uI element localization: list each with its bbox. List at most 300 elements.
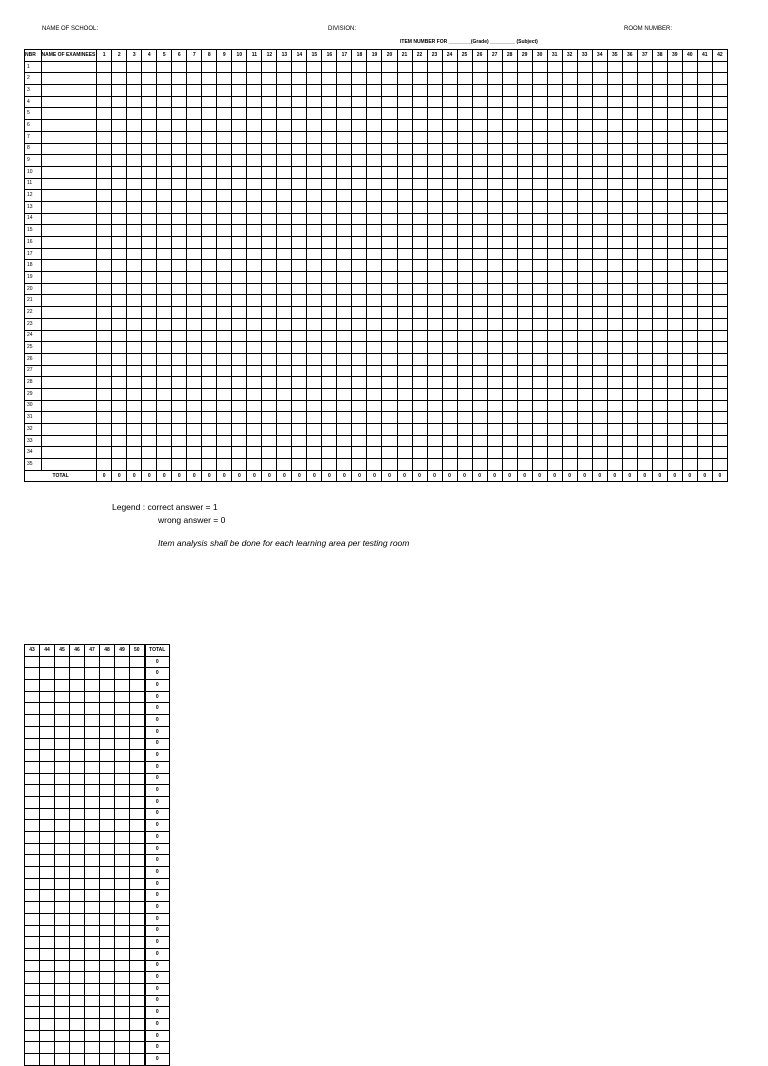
answer-cell[interactable] xyxy=(127,155,142,167)
answer-cell[interactable] xyxy=(97,131,112,143)
answer-cell[interactable] xyxy=(562,190,577,202)
answer-cell[interactable] xyxy=(562,155,577,167)
answer-cell[interactable] xyxy=(532,295,547,307)
answer-cell[interactable] xyxy=(442,225,457,237)
answer-cell[interactable] xyxy=(637,307,652,319)
answer-cell[interactable] xyxy=(487,412,502,424)
answer-cell[interactable] xyxy=(547,96,562,108)
answer-cell[interactable] xyxy=(427,459,442,471)
answer-cell[interactable] xyxy=(187,283,202,295)
answer-cell[interactable] xyxy=(277,342,292,354)
answer-cell[interactable] xyxy=(142,166,157,178)
answer-cell[interactable] xyxy=(292,412,307,424)
answer-cell[interactable] xyxy=(397,131,412,143)
answer-cell[interactable] xyxy=(382,388,397,400)
answer-cell[interactable] xyxy=(25,843,40,855)
answer-cell[interactable] xyxy=(115,738,130,750)
answer-cell[interactable] xyxy=(682,166,697,178)
answer-cell[interactable] xyxy=(247,307,262,319)
answer-cell[interactable] xyxy=(130,890,145,902)
answer-cell[interactable] xyxy=(337,412,352,424)
answer-cell[interactable] xyxy=(472,400,487,412)
answer-cell[interactable] xyxy=(337,225,352,237)
answer-cell[interactable] xyxy=(382,143,397,155)
answer-cell[interactable] xyxy=(622,283,637,295)
answer-cell[interactable] xyxy=(712,190,727,202)
answer-cell[interactable] xyxy=(607,155,622,167)
answer-cell[interactable] xyxy=(115,715,130,727)
answer-cell[interactable] xyxy=(142,342,157,354)
answer-cell[interactable] xyxy=(292,225,307,237)
answer-cell[interactable] xyxy=(127,318,142,330)
answer-cell[interactable] xyxy=(712,166,727,178)
answer-cell[interactable] xyxy=(367,155,382,167)
answer-cell[interactable] xyxy=(592,201,607,213)
answer-cell[interactable] xyxy=(682,318,697,330)
answer-cell[interactable] xyxy=(25,715,40,727)
answer-cell[interactable] xyxy=(637,447,652,459)
answer-cell[interactable] xyxy=(25,960,40,972)
answer-cell[interactable] xyxy=(472,424,487,436)
answer-cell[interactable] xyxy=(577,342,592,354)
answer-cell[interactable] xyxy=(262,342,277,354)
answer-cell[interactable] xyxy=(202,213,217,225)
examinee-name-cell[interactable] xyxy=(41,166,97,178)
answer-cell[interactable] xyxy=(187,400,202,412)
examinee-name-cell[interactable] xyxy=(41,330,97,342)
answer-cell[interactable] xyxy=(157,260,172,272)
answer-cell[interactable] xyxy=(187,447,202,459)
answer-cell[interactable] xyxy=(517,201,532,213)
answer-cell[interactable] xyxy=(217,166,232,178)
answer-cell[interactable] xyxy=(472,96,487,108)
answer-cell[interactable] xyxy=(667,435,682,447)
answer-cell[interactable] xyxy=(292,260,307,272)
answer-cell[interactable] xyxy=(637,201,652,213)
answer-cell[interactable] xyxy=(667,447,682,459)
answer-cell[interactable] xyxy=(367,260,382,272)
answer-cell[interactable] xyxy=(367,201,382,213)
answer-cell[interactable] xyxy=(472,412,487,424)
answer-cell[interactable] xyxy=(442,424,457,436)
answer-cell[interactable] xyxy=(70,1019,85,1031)
answer-cell[interactable] xyxy=(457,318,472,330)
answer-cell[interactable] xyxy=(157,178,172,190)
examinee-name-cell[interactable] xyxy=(41,435,97,447)
answer-cell[interactable] xyxy=(607,447,622,459)
examinee-name-cell[interactable] xyxy=(41,108,97,120)
answer-cell[interactable] xyxy=(547,365,562,377)
answer-cell[interactable] xyxy=(607,120,622,132)
answer-cell[interactable] xyxy=(697,108,712,120)
answer-cell[interactable] xyxy=(457,459,472,471)
answer-cell[interactable] xyxy=(115,972,130,984)
answer-cell[interactable] xyxy=(262,260,277,272)
answer-cell[interactable] xyxy=(352,260,367,272)
answer-cell[interactable] xyxy=(412,61,427,73)
answer-cell[interactable] xyxy=(472,143,487,155)
answer-cell[interactable] xyxy=(547,377,562,389)
answer-cell[interactable] xyxy=(622,73,637,85)
answer-cell[interactable] xyxy=(502,260,517,272)
answer-cell[interactable] xyxy=(367,295,382,307)
answer-cell[interactable] xyxy=(307,388,322,400)
answer-cell[interactable] xyxy=(115,808,130,820)
answer-cell[interactable] xyxy=(562,283,577,295)
answer-cell[interactable] xyxy=(592,225,607,237)
answer-cell[interactable] xyxy=(112,237,127,249)
answer-cell[interactable] xyxy=(622,61,637,73)
answer-cell[interactable] xyxy=(202,73,217,85)
answer-cell[interactable] xyxy=(172,260,187,272)
answer-cell[interactable] xyxy=(412,190,427,202)
answer-cell[interactable] xyxy=(667,295,682,307)
answer-cell[interactable] xyxy=(247,318,262,330)
answer-cell[interactable] xyxy=(712,73,727,85)
answer-cell[interactable] xyxy=(142,295,157,307)
answer-cell[interactable] xyxy=(427,318,442,330)
answer-cell[interactable] xyxy=(40,680,55,692)
answer-cell[interactable] xyxy=(97,155,112,167)
answer-cell[interactable] xyxy=(307,447,322,459)
answer-cell[interactable] xyxy=(472,225,487,237)
answer-cell[interactable] xyxy=(532,237,547,249)
answer-cell[interactable] xyxy=(352,143,367,155)
answer-cell[interactable] xyxy=(232,120,247,132)
answer-cell[interactable] xyxy=(622,85,637,97)
answer-cell[interactable] xyxy=(97,85,112,97)
answer-cell[interactable] xyxy=(172,330,187,342)
answer-cell[interactable] xyxy=(307,73,322,85)
answer-cell[interactable] xyxy=(127,248,142,260)
answer-cell[interactable] xyxy=(667,459,682,471)
answer-cell[interactable] xyxy=(337,435,352,447)
answer-cell[interactable] xyxy=(457,295,472,307)
answer-cell[interactable] xyxy=(547,307,562,319)
answer-cell[interactable] xyxy=(85,1030,100,1042)
answer-cell[interactable] xyxy=(232,237,247,249)
answer-cell[interactable] xyxy=(157,435,172,447)
answer-cell[interactable] xyxy=(115,1007,130,1019)
answer-cell[interactable] xyxy=(457,225,472,237)
answer-cell[interactable] xyxy=(142,330,157,342)
answer-cell[interactable] xyxy=(247,435,262,447)
answer-cell[interactable] xyxy=(232,260,247,272)
answer-cell[interactable] xyxy=(382,166,397,178)
answer-cell[interactable] xyxy=(70,785,85,797)
answer-cell[interactable] xyxy=(682,178,697,190)
answer-cell[interactable] xyxy=(337,143,352,155)
answer-cell[interactable] xyxy=(97,424,112,436)
answer-cell[interactable] xyxy=(202,143,217,155)
answer-cell[interactable] xyxy=(85,808,100,820)
answer-cell[interactable] xyxy=(277,143,292,155)
answer-cell[interactable] xyxy=(547,201,562,213)
answer-cell[interactable] xyxy=(712,131,727,143)
answer-cell[interactable] xyxy=(157,307,172,319)
answer-cell[interactable] xyxy=(367,237,382,249)
answer-cell[interactable] xyxy=(307,330,322,342)
answer-cell[interactable] xyxy=(262,353,277,365)
answer-cell[interactable] xyxy=(40,1007,55,1019)
answer-cell[interactable] xyxy=(697,260,712,272)
answer-cell[interactable] xyxy=(172,353,187,365)
answer-cell[interactable] xyxy=(517,435,532,447)
answer-cell[interactable] xyxy=(382,412,397,424)
answer-cell[interactable] xyxy=(457,131,472,143)
answer-cell[interactable] xyxy=(682,447,697,459)
answer-cell[interactable] xyxy=(622,353,637,365)
answer-cell[interactable] xyxy=(712,248,727,260)
answer-cell[interactable] xyxy=(97,412,112,424)
answer-cell[interactable] xyxy=(382,318,397,330)
answer-cell[interactable] xyxy=(112,412,127,424)
answer-cell[interactable] xyxy=(232,166,247,178)
answer-cell[interactable] xyxy=(277,96,292,108)
answer-cell[interactable] xyxy=(562,120,577,132)
answer-cell[interactable] xyxy=(277,201,292,213)
answer-cell[interactable] xyxy=(337,400,352,412)
answer-cell[interactable] xyxy=(517,377,532,389)
answer-cell[interactable] xyxy=(592,178,607,190)
answer-cell[interactable] xyxy=(142,225,157,237)
answer-cell[interactable] xyxy=(397,73,412,85)
answer-cell[interactable] xyxy=(547,459,562,471)
answer-cell[interactable] xyxy=(412,353,427,365)
answer-cell[interactable] xyxy=(622,447,637,459)
answer-cell[interactable] xyxy=(202,388,217,400)
answer-cell[interactable] xyxy=(412,330,427,342)
answer-cell[interactable] xyxy=(652,237,667,249)
answer-cell[interactable] xyxy=(307,342,322,354)
answer-cell[interactable] xyxy=(172,178,187,190)
answer-cell[interactable] xyxy=(247,388,262,400)
answer-cell[interactable] xyxy=(25,726,40,738)
answer-cell[interactable] xyxy=(457,353,472,365)
answer-cell[interactable] xyxy=(397,108,412,120)
answer-cell[interactable] xyxy=(337,108,352,120)
answer-cell[interactable] xyxy=(427,155,442,167)
answer-cell[interactable] xyxy=(337,166,352,178)
answer-cell[interactable] xyxy=(307,248,322,260)
answer-cell[interactable] xyxy=(442,131,457,143)
answer-cell[interactable] xyxy=(337,96,352,108)
answer-cell[interactable] xyxy=(472,61,487,73)
answer-cell[interactable] xyxy=(622,96,637,108)
answer-cell[interactable] xyxy=(262,412,277,424)
answer-cell[interactable] xyxy=(55,867,70,879)
answer-cell[interactable] xyxy=(637,400,652,412)
answer-cell[interactable] xyxy=(55,715,70,727)
answer-cell[interactable] xyxy=(130,656,145,668)
answer-cell[interactable] xyxy=(532,108,547,120)
answer-cell[interactable] xyxy=(712,295,727,307)
answer-cell[interactable] xyxy=(592,73,607,85)
answer-cell[interactable] xyxy=(127,190,142,202)
answer-cell[interactable] xyxy=(652,283,667,295)
answer-cell[interactable] xyxy=(532,400,547,412)
answer-cell[interactable] xyxy=(157,166,172,178)
answer-cell[interactable] xyxy=(592,131,607,143)
answer-cell[interactable] xyxy=(202,272,217,284)
answer-cell[interactable] xyxy=(397,283,412,295)
answer-cell[interactable] xyxy=(562,353,577,365)
answer-cell[interactable] xyxy=(472,388,487,400)
answer-cell[interactable] xyxy=(25,738,40,750)
examinee-name-cell[interactable] xyxy=(41,318,97,330)
answer-cell[interactable] xyxy=(40,995,55,1007)
answer-cell[interactable] xyxy=(262,435,277,447)
answer-cell[interactable] xyxy=(532,435,547,447)
answer-cell[interactable] xyxy=(157,377,172,389)
answer-cell[interactable] xyxy=(487,295,502,307)
answer-cell[interactable] xyxy=(130,832,145,844)
answer-cell[interactable] xyxy=(187,237,202,249)
answer-cell[interactable] xyxy=(70,656,85,668)
answer-cell[interactable] xyxy=(142,459,157,471)
answer-cell[interactable] xyxy=(277,365,292,377)
answer-cell[interactable] xyxy=(667,424,682,436)
answer-cell[interactable] xyxy=(487,96,502,108)
answer-cell[interactable] xyxy=(277,120,292,132)
answer-cell[interactable] xyxy=(397,178,412,190)
answer-cell[interactable] xyxy=(502,108,517,120)
answer-cell[interactable] xyxy=(547,108,562,120)
answer-cell[interactable] xyxy=(142,283,157,295)
answer-cell[interactable] xyxy=(682,61,697,73)
answer-cell[interactable] xyxy=(307,295,322,307)
answer-cell[interactable] xyxy=(592,260,607,272)
answer-cell[interactable] xyxy=(25,785,40,797)
answer-cell[interactable] xyxy=(40,808,55,820)
answer-cell[interactable] xyxy=(202,260,217,272)
answer-cell[interactable] xyxy=(652,330,667,342)
answer-cell[interactable] xyxy=(487,85,502,97)
answer-cell[interactable] xyxy=(622,330,637,342)
answer-cell[interactable] xyxy=(667,120,682,132)
answer-cell[interactable] xyxy=(142,237,157,249)
answer-cell[interactable] xyxy=(130,843,145,855)
answer-cell[interactable] xyxy=(25,1019,40,1031)
answer-cell[interactable] xyxy=(25,761,40,773)
answer-cell[interactable] xyxy=(187,353,202,365)
answer-cell[interactable] xyxy=(277,295,292,307)
answer-cell[interactable] xyxy=(172,459,187,471)
answer-cell[interactable] xyxy=(622,248,637,260)
answer-cell[interactable] xyxy=(202,342,217,354)
answer-cell[interactable] xyxy=(577,459,592,471)
answer-cell[interactable] xyxy=(217,365,232,377)
answer-cell[interactable] xyxy=(442,61,457,73)
answer-cell[interactable] xyxy=(112,225,127,237)
answer-cell[interactable] xyxy=(322,108,337,120)
answer-cell[interactable] xyxy=(100,796,115,808)
examinee-name-cell[interactable] xyxy=(41,143,97,155)
answer-cell[interactable] xyxy=(307,237,322,249)
answer-cell[interactable] xyxy=(322,318,337,330)
answer-cell[interactable] xyxy=(262,85,277,97)
answer-cell[interactable] xyxy=(637,377,652,389)
answer-cell[interactable] xyxy=(382,459,397,471)
answer-cell[interactable] xyxy=(40,972,55,984)
answer-cell[interactable] xyxy=(172,96,187,108)
answer-cell[interactable] xyxy=(622,190,637,202)
answer-cell[interactable] xyxy=(457,400,472,412)
answer-cell[interactable] xyxy=(577,131,592,143)
answer-cell[interactable] xyxy=(172,272,187,284)
answer-cell[interactable] xyxy=(97,143,112,155)
answer-cell[interactable] xyxy=(517,190,532,202)
answer-cell[interactable] xyxy=(547,424,562,436)
answer-cell[interactable] xyxy=(130,691,145,703)
answer-cell[interactable] xyxy=(712,178,727,190)
answer-cell[interactable] xyxy=(322,459,337,471)
answer-cell[interactable] xyxy=(292,85,307,97)
answer-cell[interactable] xyxy=(682,400,697,412)
answer-cell[interactable] xyxy=(85,937,100,949)
answer-cell[interactable] xyxy=(232,353,247,365)
answer-cell[interactable] xyxy=(85,703,100,715)
answer-cell[interactable] xyxy=(502,342,517,354)
answer-cell[interactable] xyxy=(532,388,547,400)
answer-cell[interactable] xyxy=(277,155,292,167)
answer-cell[interactable] xyxy=(652,377,667,389)
answer-cell[interactable] xyxy=(682,260,697,272)
answer-cell[interactable] xyxy=(292,283,307,295)
answer-cell[interactable] xyxy=(487,190,502,202)
answer-cell[interactable] xyxy=(352,447,367,459)
answer-cell[interactable] xyxy=(487,155,502,167)
answer-cell[interactable] xyxy=(457,213,472,225)
answer-cell[interactable] xyxy=(292,388,307,400)
answer-cell[interactable] xyxy=(100,890,115,902)
answer-cell[interactable] xyxy=(40,925,55,937)
answer-cell[interactable] xyxy=(130,715,145,727)
answer-cell[interactable] xyxy=(412,96,427,108)
answer-cell[interactable] xyxy=(40,773,55,785)
answer-cell[interactable] xyxy=(40,726,55,738)
answer-cell[interactable] xyxy=(607,272,622,284)
answer-cell[interactable] xyxy=(532,213,547,225)
answer-cell[interactable] xyxy=(397,424,412,436)
answer-cell[interactable] xyxy=(187,213,202,225)
answer-cell[interactable] xyxy=(187,190,202,202)
answer-cell[interactable] xyxy=(307,96,322,108)
answer-cell[interactable] xyxy=(70,937,85,949)
answer-cell[interactable] xyxy=(142,412,157,424)
answer-cell[interactable] xyxy=(115,855,130,867)
answer-cell[interactable] xyxy=(322,61,337,73)
answer-cell[interactable] xyxy=(307,318,322,330)
answer-cell[interactable] xyxy=(607,400,622,412)
answer-cell[interactable] xyxy=(622,342,637,354)
answer-cell[interactable] xyxy=(217,272,232,284)
answer-cell[interactable] xyxy=(712,412,727,424)
answer-cell[interactable] xyxy=(202,307,217,319)
answer-cell[interactable] xyxy=(157,73,172,85)
answer-cell[interactable] xyxy=(232,213,247,225)
answer-cell[interactable] xyxy=(577,213,592,225)
answer-cell[interactable] xyxy=(697,61,712,73)
answer-cell[interactable] xyxy=(40,890,55,902)
answer-cell[interactable] xyxy=(100,855,115,867)
answer-cell[interactable] xyxy=(367,131,382,143)
answer-cell[interactable] xyxy=(307,213,322,225)
answer-cell[interactable] xyxy=(247,73,262,85)
answer-cell[interactable] xyxy=(502,143,517,155)
answer-cell[interactable] xyxy=(622,166,637,178)
answer-cell[interactable] xyxy=(637,412,652,424)
